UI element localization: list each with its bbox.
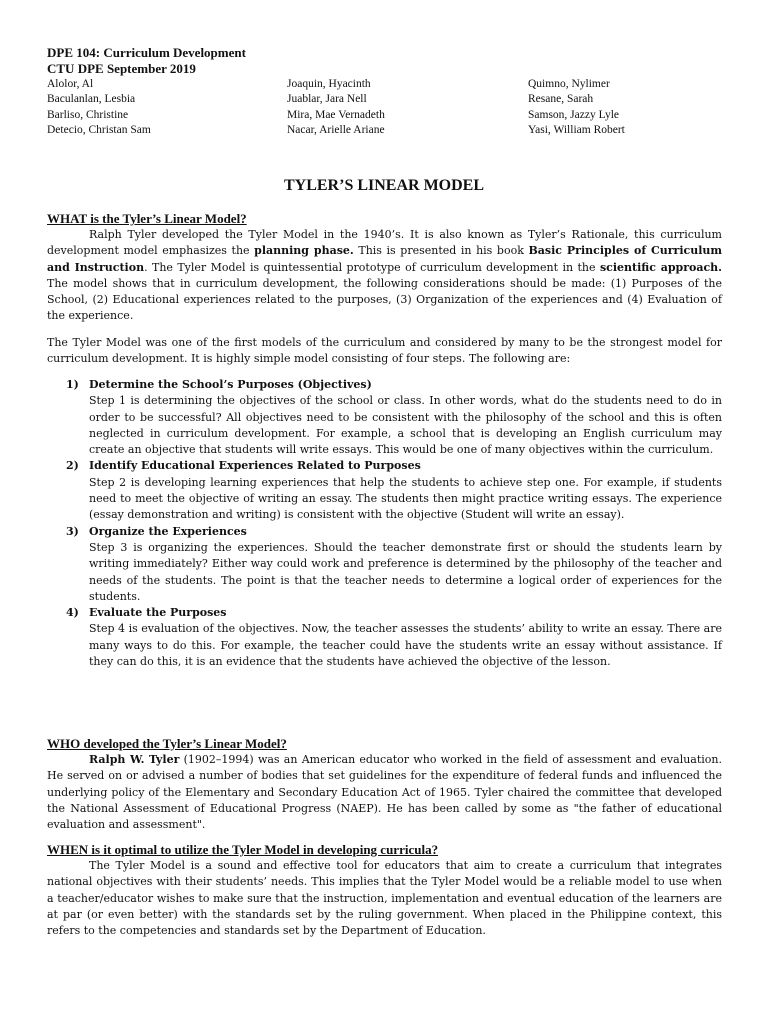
step-title: Determine the School’s Purposes (Objectives)	[89, 378, 372, 391]
step-number: 1)	[66, 378, 79, 391]
document-title: TYLER’S LINEAR MODEL	[283, 177, 485, 194]
step-number: 4)	[66, 606, 79, 620]
when-paragraph: The Tyler Model is a sound and effective tool for educators that aim to create a curriculum that integrates national objectives with their students’ needs. This implies that the Tyler Model would be a reliable model to use when a teacher/educator wishes to make sure that the instruction, implementation and eventual education of the learners are at par (or even better) with the standards set by the ruling government. When placed in the Philippine context, this refers to the competencies and standards set by the Department of Education.	[47, 859, 722, 938]
when-section	[47, 842, 722, 939]
course-title: DPE 104: Curriculum Development	[47, 45, 246, 60]
step-title: Identify Educational Experiences Related to Purposes	[89, 459, 421, 473]
list-item	[47, 605, 722, 670]
when-heading: WHEN is it optimal to utilize the Tyler Model in developing curricula?	[47, 842, 439, 857]
list-item	[47, 458, 722, 523]
who-section	[47, 736, 722, 833]
step-title: Evaluate the Purposes	[89, 606, 227, 620]
author-name: Joaquin, Hyacinth	[287, 78, 371, 90]
step-text: Step 2 is developing learning experiences that help the students to achieve step one. For example, if students need to meet the objective of writing an essay. The students then might practice writing essays. The experience (essay demonstration and writing) is consistent with the objective (Student will write an essay).	[89, 475, 722, 522]
what-paragraph-2: The Tyler Model was one of the first models of the curriculum and considered by many to be the strongest model for curriculum development. It is highly simple model consisting of four steps. The following are:	[47, 336, 722, 366]
step-text: Step 4 is evaluation of the objectives. Now, the teacher assesses the students’ ability to write an essay. There are many ways to do this. For example, the teacher could have the students write an essay without assistance. If they can do this, it is an evidence that the students have achieved the objective of the lesson.	[89, 622, 722, 669]
list-item	[47, 524, 722, 605]
who-paragraph: Ralph W. Tyler (1902–1994) was an American educator who worked in the field of assessment and evaluation. He served on or advised a number of bodies that set guidelines for the expenditure of federal funds and influenced the underlying policy of the Elementary and Secondary Education Act of 1965. Tyler chaired the committee that developed the National Assessment of Educational Progress (NAEP). He has been called by some as "the father of educational evaluation and assessment".	[47, 753, 723, 832]
author-name: Resane, Sarah	[528, 93, 594, 106]
author-name: Nacar, Arielle Ariane	[287, 123, 385, 136]
author-name: Quimno, Nylimer	[528, 78, 610, 90]
author-name: Baculanlan, Lesbia	[47, 93, 136, 106]
author-name: Alolor, Al	[47, 78, 94, 90]
author-column-1	[47, 77, 151, 138]
list-item	[47, 377, 722, 458]
author-name: Barliso, Christine	[47, 108, 129, 121]
author-name: Yasi, William Robert	[528, 123, 625, 136]
document-header	[47, 45, 246, 77]
what-paragraph-1: Ralph Tyler developed the Tyler Model in the 1940’s. It is also known as Tyler’s Rationale, this curriculum development model emphasizes the planning phase. This is presented in his book Basic Principles of Curriculum and Instruction. The Tyler Model is quintessential prototype of curriculum development in the scientific approach. The model shows that in curriculum development, the following considerations should be made: (1) Purposes of the School, (2) Educational experiences related to the purposes, (3) Organization of the experiences and (4) Evaluation of the experience.	[47, 228, 723, 323]
what-section	[47, 211, 722, 325]
steps-list	[47, 377, 722, 670]
author-column-3	[528, 77, 625, 138]
step-title: Organize the Experiences	[89, 524, 247, 538]
step-number: 3)	[66, 524, 79, 538]
course-term: CTU DPE September 2019	[47, 61, 196, 76]
step-text: Step 3 is organizing the experiences. Should the teacher demonstrate first or should the students learn by writing immediately? Either way could work and preference is determined by the philosophy of the teacher and needs of the students. The point is that the teacher needs to determine a logical order of experiences for the students.	[89, 540, 722, 603]
step-text: Step 1 is determining the objectives of the school or class. In other words, what do the students need to do in order to be successful? All objectives need to be consistent with the philosophy of the school and this is often neglected in curriculum development. For example, a school that is developing an English curriculum may create an objective that students will write essays. This would be one of many objectives within the curriculum.	[89, 394, 722, 457]
author-name: Mira, Mae Vernadeth	[287, 108, 385, 121]
who-heading: WHO developed the Tyler’s Linear Model?	[47, 736, 287, 751]
what-heading: WHAT is the Tyler’s Linear Model?	[47, 211, 247, 226]
author-column-2	[287, 77, 385, 138]
author-name: Detecio, Christan Sam	[47, 123, 151, 136]
step-number: 2)	[66, 459, 79, 473]
author-name: Juablar, Jara Nell	[287, 93, 367, 106]
author-name: Samson, Jazzy Lyle	[528, 108, 620, 121]
